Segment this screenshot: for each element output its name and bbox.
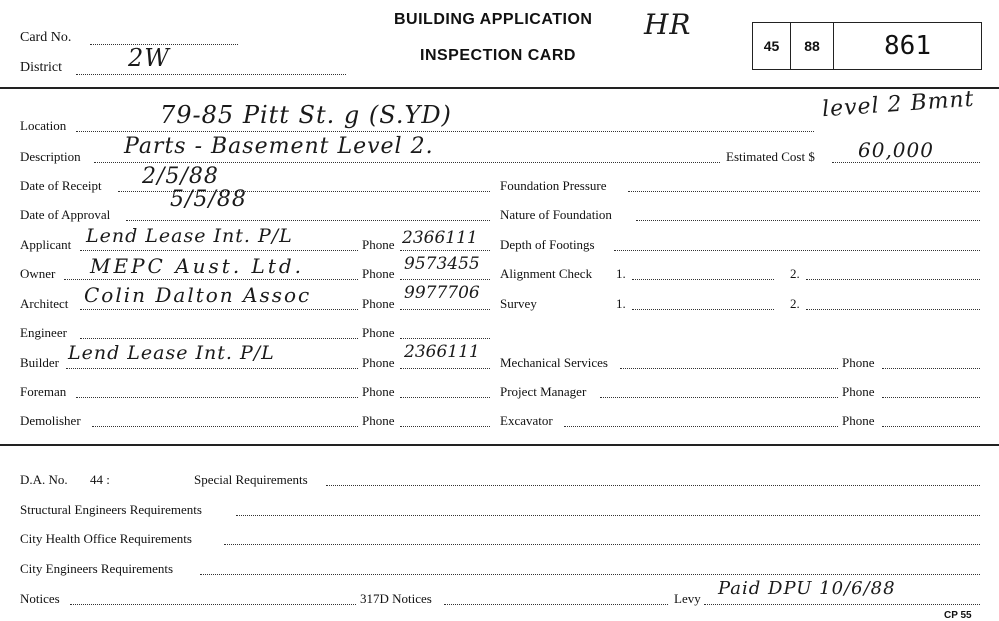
excavator-phone-line — [882, 426, 980, 427]
notices-line — [70, 604, 356, 605]
date-of-receipt-value: 2/5/88 — [142, 164, 219, 189]
notices-label: Notices — [20, 591, 60, 606]
survey-1-line — [632, 309, 774, 310]
owner-phone-label: Phone — [362, 266, 395, 281]
card-number: 861 — [884, 31, 931, 61]
builder-line — [66, 368, 358, 369]
project-manager-phone-label: Phone — [842, 384, 875, 399]
foundation-pressure-line — [628, 191, 980, 192]
location-note: level 2 Bmnt — [821, 86, 976, 123]
description-label: Description — [20, 149, 81, 164]
builder-phone-line — [400, 368, 490, 369]
mechanical-services-line — [620, 368, 838, 369]
builder-label: Builder — [20, 355, 59, 370]
mechanical-services-label: Mechanical Services — [500, 355, 608, 370]
builder-phone: 2366111 — [404, 342, 480, 362]
da-no-label: D.A. No. — [20, 472, 68, 487]
city-health-line — [224, 544, 980, 545]
location-label: Location — [20, 118, 67, 133]
architect-label: Architect — [20, 296, 69, 311]
date-of-approval-label: Date of Approval — [20, 207, 111, 222]
applicant-line — [80, 250, 358, 251]
box-year-b: 88 — [804, 38, 820, 54]
demolisher-phone-label: Phone — [362, 413, 395, 428]
foreman-phone-line — [400, 397, 490, 398]
engineer-phone-label: Phone — [362, 325, 395, 340]
architect-line — [80, 309, 358, 310]
card-no-label: Card No. — [20, 30, 72, 45]
city-health-label: City Health Office Requirements — [20, 531, 192, 546]
district-value: 2W — [128, 44, 170, 72]
district-label: District — [20, 60, 62, 75]
excavator-label: Excavator — [500, 413, 553, 428]
owner-value: MEPC Aust. Ltd. — [90, 254, 305, 278]
survey-1: 1. — [616, 296, 626, 311]
estimated-cost-value: 60,000 — [858, 138, 934, 162]
form-title-line1: BUILDING APPLICATION — [394, 11, 593, 28]
excavator-line — [564, 426, 838, 427]
architect-value: Colin Dalton Assoc — [84, 283, 312, 307]
engineer-label: Engineer — [20, 325, 67, 340]
mechanical-services-phone-label: Phone — [842, 355, 875, 370]
engineer-phone-line — [400, 338, 490, 339]
estimated-cost-label: Estimated Cost $ — [726, 149, 815, 164]
applicant-phone-label: Phone — [362, 237, 395, 252]
description-value: Parts - Basement Level 2. — [124, 134, 434, 159]
engineer-line — [80, 338, 358, 339]
applicant-phone: 2366111 — [402, 228, 478, 248]
special-requirements-line — [326, 485, 980, 486]
architect-phone-label: Phone — [362, 296, 395, 311]
estimated-cost-line — [832, 162, 980, 163]
project-manager-line — [600, 397, 838, 398]
box-year-a: 45 — [763, 38, 780, 54]
survey-2-line — [806, 309, 980, 310]
owner-phone: 9573455 — [404, 254, 480, 274]
date-of-approval-value: 5/5/88 — [170, 187, 247, 212]
foreman-label: Foreman — [20, 384, 67, 399]
nature-of-foundation-label: Nature of Foundation — [500, 207, 612, 222]
city-engineers-line — [200, 574, 980, 575]
foreman-line — [76, 397, 358, 398]
demolisher-line — [92, 426, 358, 427]
location-value: 79-85 Pitt St. g (S.YD) — [160, 101, 452, 129]
survey-2: 2. — [790, 296, 800, 311]
structural-engineers-label: Structural Engineers Requirements — [20, 502, 202, 517]
requirements-rule — [0, 444, 999, 446]
location-line — [76, 131, 814, 132]
alignment-check-1-line — [632, 279, 774, 280]
demolisher-phone-line — [400, 426, 490, 427]
project-manager-phone-line — [882, 397, 980, 398]
description-line — [94, 162, 720, 163]
notices-317d-line — [444, 604, 668, 605]
date-of-approval-line — [126, 220, 490, 221]
owner-label: Owner — [20, 266, 56, 281]
depth-of-footings-line — [614, 250, 980, 251]
alignment-check-2: 2. — [790, 266, 800, 281]
hr-mark: HR — [644, 8, 692, 41]
owner-phone-line — [400, 279, 490, 280]
project-manager-label: Project Manager — [500, 384, 587, 399]
levy-line — [704, 604, 980, 605]
header-rule — [0, 87, 999, 89]
applicant-value: Lend Lease Int. P/L — [86, 225, 293, 247]
mechanical-services-phone-line — [882, 368, 980, 369]
owner-line — [64, 279, 358, 280]
demolisher-label: Demolisher — [20, 413, 81, 428]
applicant-phone-line — [400, 250, 490, 251]
alignment-check-2-line — [806, 279, 980, 280]
architect-phone-line — [400, 309, 490, 310]
form-code: CP 55 — [944, 610, 972, 621]
levy-label: Levy — [674, 591, 701, 606]
notices-317d-label: 317D Notices — [360, 591, 432, 606]
district-line — [76, 74, 346, 75]
levy-value: Paid DPU 10/6/88 — [718, 578, 896, 599]
alignment-check-1: 1. — [616, 266, 626, 281]
da-no-value: 44 : — [90, 472, 110, 487]
card-number-boxes — [752, 22, 982, 70]
survey-label: Survey — [500, 296, 537, 311]
foundation-pressure-label: Foundation Pressure — [500, 178, 607, 193]
city-engineers-label: City Engineers Requirements — [20, 561, 174, 576]
foreman-phone-label: Phone — [362, 384, 395, 399]
special-requirements-label: Special Requirements — [194, 472, 308, 487]
architect-phone: 9977706 — [404, 283, 480, 303]
builder-value: Lend Lease Int. P/L — [68, 342, 275, 364]
depth-of-footings-label: Depth of Footings — [500, 237, 595, 252]
structural-engineers-line — [236, 515, 980, 516]
nature-of-foundation-line — [636, 220, 980, 221]
builder-phone-label: Phone — [362, 355, 395, 370]
excavator-phone-label: Phone — [842, 413, 875, 428]
applicant-label: Applicant — [20, 237, 72, 252]
form-title-line2: INSPECTION CARD — [420, 47, 576, 64]
alignment-check-label: Alignment Check — [500, 266, 593, 281]
date-of-receipt-label: Date of Receipt — [20, 178, 102, 193]
